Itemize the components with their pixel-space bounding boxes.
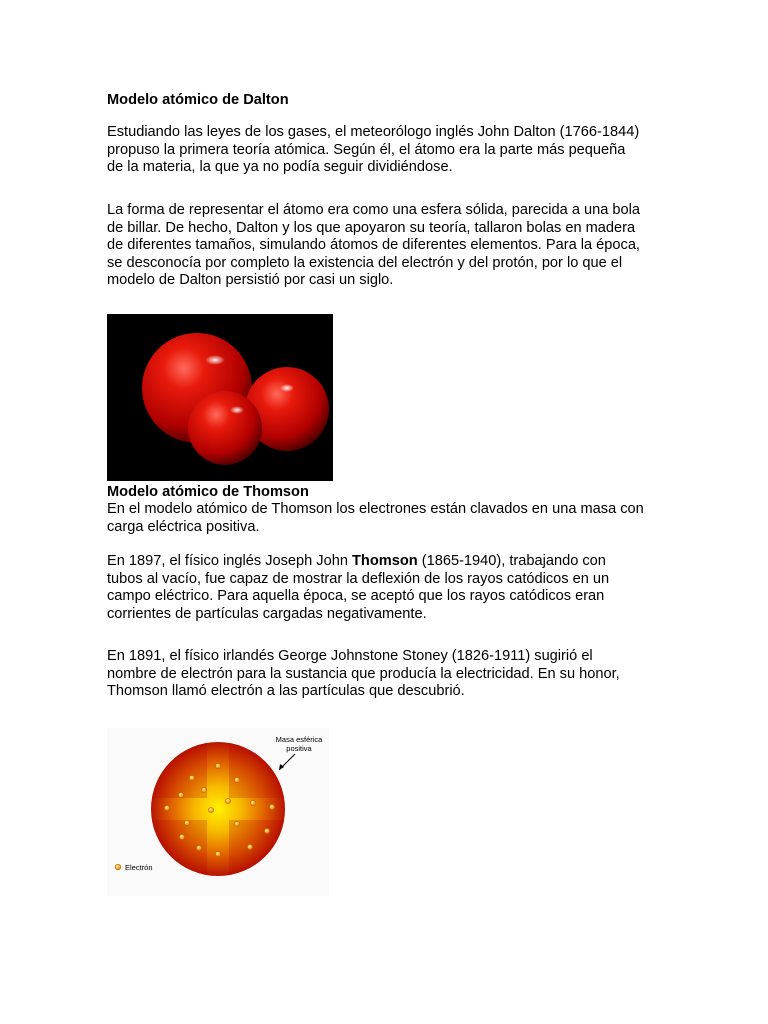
dalton-heading: Modelo atómico de Dalton bbox=[107, 92, 289, 108]
label-masa-esferica: Masa esférica bbox=[275, 735, 323, 744]
dalton-paragraph-2 bbox=[107, 202, 667, 290]
text-line bbox=[107, 553, 667, 571]
thomson-paragraph-3 bbox=[107, 648, 667, 701]
legend-electron-label: Electrón bbox=[125, 863, 153, 872]
text-line: de diferentes tamaños, simulando átomos de diferentes elementos. Para la época, bbox=[107, 237, 640, 254]
thomson-heading: Modelo atómico de Thomson bbox=[107, 484, 309, 500]
text-line: de la materia, la que ya no podía seguir dividiéndose. bbox=[107, 159, 453, 176]
text-line: nombre de electrón para la sustancia que producía la electricidad. En su honor, bbox=[107, 665, 620, 682]
thomson-name-bold: Thomson bbox=[352, 553, 418, 569]
text-line: modelo de Dalton persistió por casi un siglo. bbox=[107, 272, 394, 289]
thomson-paragraph-1 bbox=[107, 501, 667, 536]
electron-legend-icon bbox=[115, 864, 121, 870]
text-line: La forma de representar el átomo era como una esfera sólida, parecida a una bola bbox=[107, 202, 640, 218]
text-line: de billar. De hecho, Dalton y los que apoyaron su teoría, tallaron bolas en madera bbox=[107, 219, 636, 236]
text-line: En 1891, el físico irlandés George Johnstone Stoney (1826-1911) sugirió el bbox=[107, 648, 593, 664]
text-line: En el modelo atómico de Thomson los electrones están clavados en una masa con bbox=[107, 501, 644, 517]
thomson-paragraph-2 bbox=[107, 553, 667, 623]
text-run: En 1897, el físico inglés Joseph John bbox=[107, 553, 353, 569]
text-line: carga eléctrica positiva. bbox=[107, 518, 260, 535]
text-run: (1865-1940), trabajando con bbox=[417, 553, 606, 569]
text-line: Estudiando las leyes de los gases, el meteorólogo inglés John Dalton (1766-1844) bbox=[107, 124, 640, 140]
text-line: tubos al vacío, fue capaz de mostrar la deflexión de los rayos catódicos en un bbox=[107, 570, 610, 587]
dalton-spheres-photo bbox=[107, 314, 333, 481]
text-line: se desconocía por completo la existencia del electrón y del protón, por lo que el bbox=[107, 254, 623, 271]
text-line: campo eléctrico. Para aquella época, se aceptó que los rayos catódicos eran bbox=[107, 588, 605, 605]
text-line: propuso la primera teoría atómica. Según él, el átomo era la parte más pequeña bbox=[107, 141, 626, 158]
text-line: Thomson llamó electrón a las partículas que descubrió. bbox=[107, 683, 465, 700]
thomson-model-diagram bbox=[107, 728, 329, 896]
sphere-front bbox=[188, 391, 262, 465]
text-line: corrientes de partículas cargadas negativamente. bbox=[107, 605, 427, 622]
dalton-paragraph-1 bbox=[107, 124, 667, 177]
label-positiva: positiva bbox=[286, 744, 312, 753]
